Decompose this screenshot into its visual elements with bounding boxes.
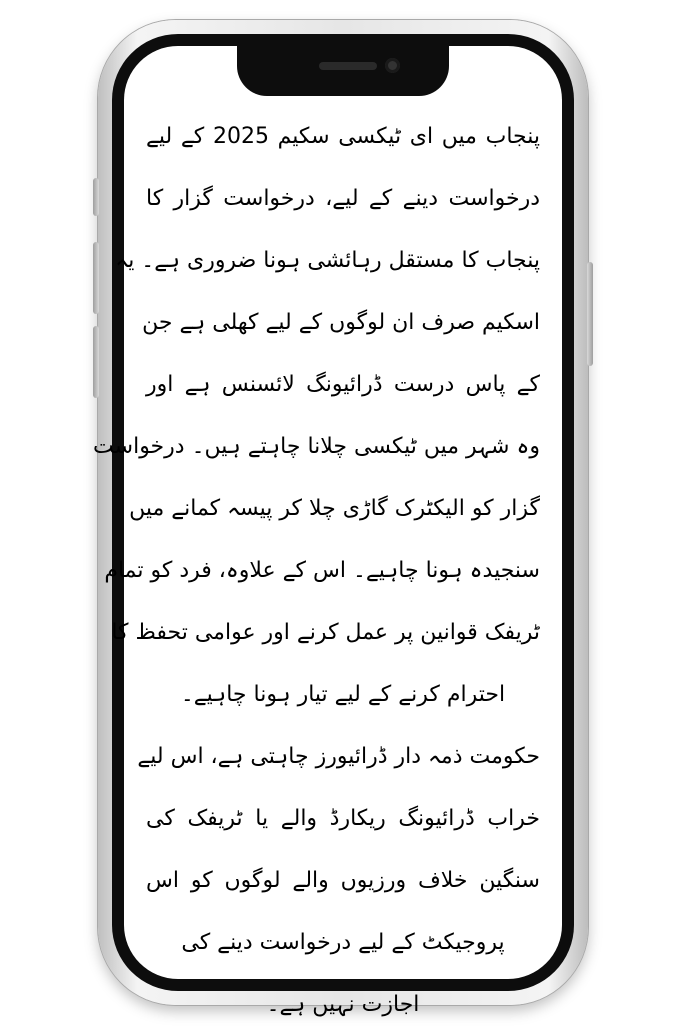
phone-bezel — [93, 34, 574, 1017]
article-text — [93, 106, 540, 1036]
mute-switch — [93, 178, 99, 216]
volume-down-button — [93, 326, 99, 398]
notch — [237, 46, 449, 96]
speaker-grille — [319, 62, 377, 70]
text-line: پنجاب کا مستقل رہائشی ہونا ضروری ہے۔ یہ — [115, 248, 540, 273]
power-button — [587, 262, 593, 366]
text-line: کے پاس درست ڈرائیونگ لائسنس ہے اور — [146, 372, 540, 397]
text-line: پنجاب میں ای ٹیکسی سکیم 2025 کے لیے — [146, 124, 540, 149]
text-line: گزار کو الیکٹرک گاڑی چلا کر پیسہ کمانے میں — [129, 496, 540, 521]
text-line: درخواست دینے کے لیے، درخواست گزار کا — [146, 186, 540, 211]
text-line: احترام کرنے کے لیے تیار ہونا چاہیے۔ — [180, 682, 506, 707]
text-line: خراب ڈرائیونگ ریکارڈ والے یا ٹریفک کی — [146, 806, 540, 831]
text-line: وہ شہر میں ٹیکسی چلانا چاہتے ہیں۔ درخواست — [93, 434, 540, 459]
phone-frame — [93, 20, 588, 1017]
text-line: سنجیدہ ہونا چاہیے۔ اس کے علاوہ، فرد کو تمام — [104, 558, 540, 583]
text-line: پروجیکٹ کے لیے درخواست دینے کی — [181, 930, 505, 955]
text-line: اسکیم صرف ان لوگوں کے لیے کھلی ہے جن — [142, 310, 540, 335]
text-line: ٹریفک قوانین پر عمل کرنے اور عوامی تحفظ کا — [111, 620, 540, 645]
volume-up-button — [93, 242, 99, 314]
text-line: اجازت نہیں ہے۔ — [266, 992, 420, 1017]
text-line: سنگین خلاف ورزیوں والے لوگوں کو اس — [146, 868, 540, 893]
front-camera-icon — [385, 58, 400, 73]
phone-screen — [93, 46, 562, 1017]
text-line: حکومت ذمہ دار ڈرائیورز چاہتی ہے، اس لیے — [137, 744, 540, 769]
